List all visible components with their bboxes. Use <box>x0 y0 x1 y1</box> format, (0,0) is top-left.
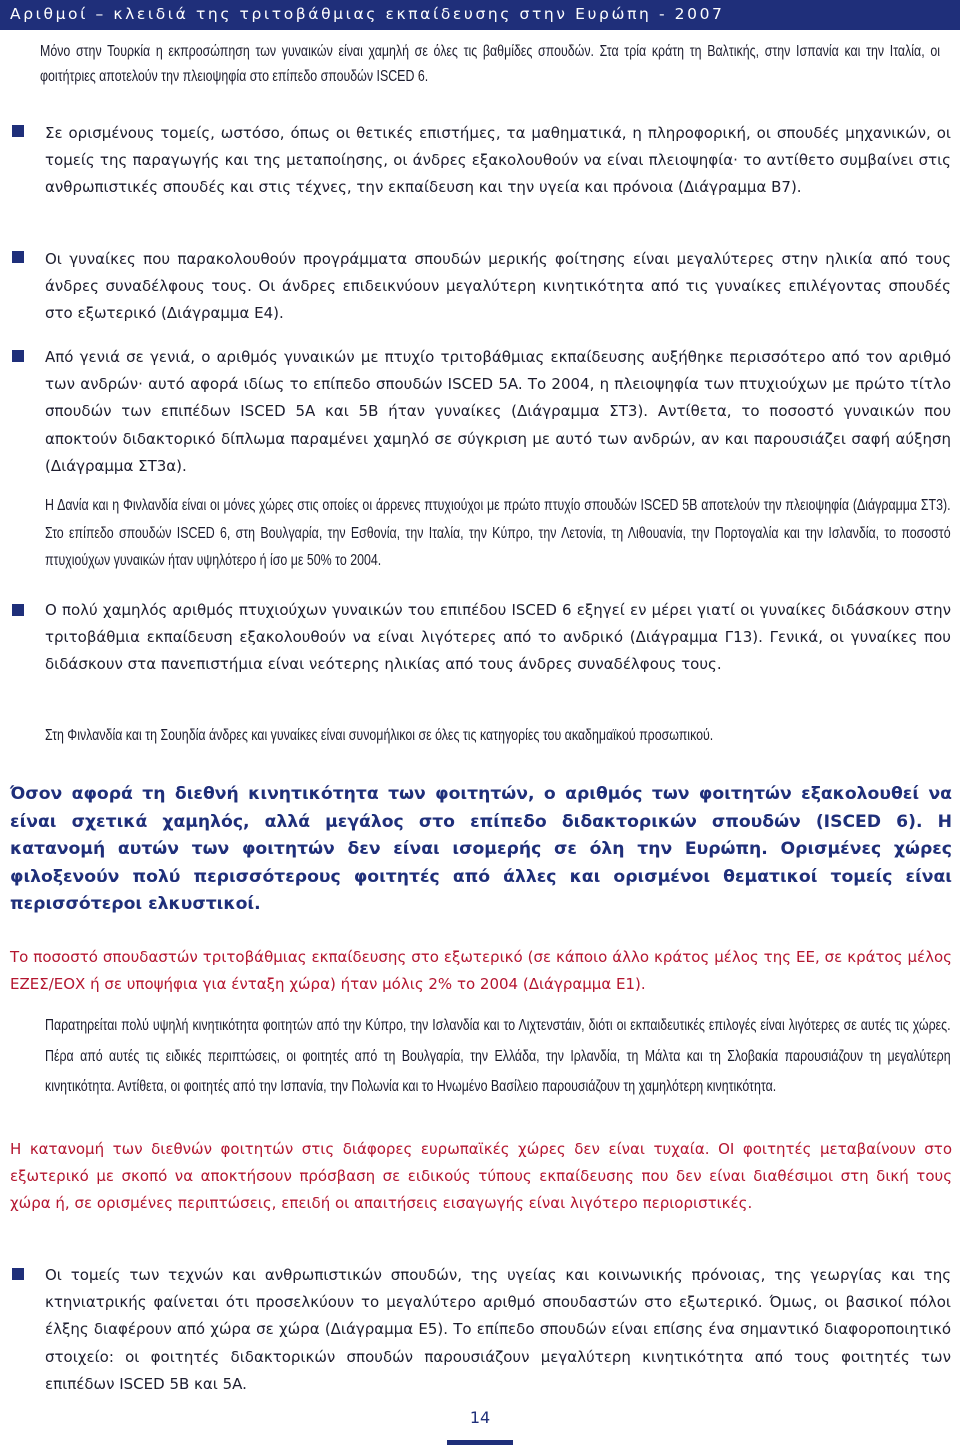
bullet-paragraph-graduates: Από γενιά σε γενιά, ο αριθμός γυναικών με πτυχίο τριτοβάθμιας εκπαίδευσης αυξήθηκε περισσότερο από τον αριθμό των ανδρών· αυτό αφορά ιδίως το επίπεδο σπουδών ISCED 5A. Το 2004, η πλειοψηφία των πτυχιούχων με πρώτο τίτλο σπουδών των επιπέδων ISCED 5A και 5B ήταν γυναίκες (Διάγραμμα ΣΤ3). Αντίθετα, το ποσοστό γυναικών που αποκτούν διδακτορικό δίπλωμα παραμένει χαμηλό σε σύγκριση με αυτό των ανδρών, αν και παρουσιάζει σαφή αύξηση (Διάγραμμα ΣΤ3α). <box>45 348 951 475</box>
page-number: 14 <box>469 1408 491 1427</box>
red-paragraph-percentage: Το ποσοστό σπουδαστών τριτοβάθμιας εκπαίδευσης στο εξωτερικό (σε κάποιο άλλο κράτος μέλος της ΕΕ, σε κράτος μέλος ΕΖΕΣ/ΕΟΧ ή σε υποψήφια για ένταξη χώρα) ήταν μόλις 2% το 2004 (Διάγραμμα Ε1). <box>10 948 952 994</box>
note-paragraph-cyprus: Παρατηρείται πολύ υψηλή κινητικότητα φοιτητών από την Κύπρο, την Ισλανδία και το Λιχτενστάιν, διότι οι εκπαιδευτικές επιλογές είναι λιγότερες σε αυτές τις χώρες. Πέρα από αυτές τις ειδικές περιπτώσεις, οι φοιτητές από τη Βουλγαρία, την Ελλάδα, την Ιρλανδία, τη Μάλτα και τη Σλοβακία παρουσιάζουν τη μεγαλύτερη κινητικότητα. Αντίθετα, οι φοιτητές από την Ισπανία, την Πολωνία και το Ηνωμένο Βασίλειο παρουσιάζουν τη χαμηλότερη κινητικότητα. <box>45 1017 951 1095</box>
bullet-paragraph-fields: Σε ορισμένους τομείς, ωστόσο, όπως οι θετικές επιστήμες, τα μαθηματικά, η πληροφορική, οι σπουδές μηχανικών, οι τομείς της παραγωγής και της μεταποίησης, οι άνδρες εξακολουθούν να είναι πλειοψηφία· το αντίθετο συμβαίνει στις ανθρωπιστικές σπουδές και στις τέχνες, την εκπαίδευση και την υγεία και πρόνοια (Διάγραμμα Β7). <box>45 124 951 197</box>
page-number-underline <box>447 1440 513 1445</box>
note-paragraph-academic-staff: Στη Φινλανδία και τη Σουηδία άνδρες και γυναίκες είναι συνομήλικοι σε όλες τις κατηγορίες του ακαδημαϊκού προσωπικού. <box>45 727 714 744</box>
bullet-marker <box>12 604 24 616</box>
note-paragraph-turkey: Μόνο στην Τουρκία η εκπροσώπηση των γυναικών είναι χαμηλή σε όλες τις βαθμίδες σπουδών. Στα τρία κράτη τη Βαλτικής, στην Ισπανία και την Ιταλία, οι φοιτήτριες αποτελούν την πλειοψηφία στο επίπεδο σπουδών ISCED 6. <box>40 43 940 85</box>
bullet-marker <box>12 251 24 263</box>
bullet-paragraph-teaching: Ο πολύ χαμηλός αριθμός πτυχιούχων γυναικών του επιπέδου ISCED 6 εξηγεί εν μέρει γιατί οι γυναίκες διδάσκουν στην τριτοβάθμια εκπαίδευση εξακολουθούν να είναι λιγότερες από το ανδρικό (Διάγραμμα Γ13). Γενικά, οι γυναίκες που διδάσκουν στα πανεπιστήμια είναι νεότερης ηλικίας από τους άνδρες συναδέλφους τους. <box>45 601 951 674</box>
header-title: Αριθμοί – κλειδιά της τριτοβάθμιας εκπαίδευσης στην Ευρώπη - 2007 <box>10 5 725 23</box>
bullet-marker <box>12 125 24 137</box>
bullet-paragraph-fields-abroad: Οι τομείς των τεχνών και ανθρωπιστικών σπουδών, της υγείας και κοινωνικής πρόνοιας, της γεωργίας και της κτηνιατρικής φαίνεται ότι προσελκύουν το μεγαλύτερο αριθμό σπουδαστών στο εξωτερικό. Όμως, οι βασικοί πόλοι έλξης διαφέρουν από χώρα σε χώρα (Διάγραμμα Ε5). Το επίπεδο σπουδών είναι επίσης ένα σημαντικό διαφοροποιητικό στοιχείο: οι φοιτητές διδακτορικών σπουδών παρουσιάζουν μεγαλύτερη κινητικότητα από τους φοιτητές των επιπέδων ISCED 5B και 5A. <box>45 1266 951 1393</box>
page-header-bar <box>0 0 960 30</box>
highlight-paragraph-mobility: Όσον αφορά τη διεθνή κινητικότητα των φοιτητών, ο αριθμός των φοιτητών εξακολουθεί να είναι σχετικά χαμηλός, αλλά μεγάλος στο επίπεδο διδακτορικών σπουδών (ISCED 6). Η κατανομή αυτών των φοιτητών δεν είναι ισομερής σε όλη την Ευρώπη. Ορισμένες χώρες φιλοξενούν πολύ περισσότερους φοιτητές από άλλες και ορισμένοι θεματικοί τομείς είναι περισσότεροι ελκυστικοί. <box>10 784 952 914</box>
bullet-marker <box>12 350 24 362</box>
bullet-paragraph-part-time: Οι γυναίκες που παρακολουθούν προγράμματα σπουδών μερικής φοίτησης είναι μεγαλύτερες στην ηλικία από τους άνδρες συναδέλφους τους. Οι άνδρες επιδεικνύουν μεγαλύτερη κινητικότητα από τις γυναίκες επιλέγοντας σπουδές στο εξωτερικό (Διάγραμμα Ε4). <box>45 250 951 323</box>
bullet-marker <box>12 1268 24 1280</box>
note-paragraph-denmark-finland: Η Δανία και η Φινλανδία είναι οι μόνες χώρες στις οποίες οι άρρενες πτυχιούχοι με πρώτο πτυχίο σπουδών ISCED 5B αποτελούν την πλειοψηφία (Διάγραμμα ΣΤ3). Στο επίπεδο σπουδών ISCED 6, στη Βουλγαρία, την Εσθονία, την Ιταλία, την Κύπρο, την Λετονία, τη Λιθουανία, την Πορτογαλία και την Ισλανδία, το ποσοστό πτυχιούχων γυναικών ήταν υψηλότερο ή ίσο με 50% το 2004. <box>45 497 951 569</box>
red-paragraph-distribution: Η κατανομή των διεθνών φοιτητών στις διάφορες ευρωπαϊκές χώρες δεν είναι τυχαία. ΟΙ φοιτητές μεταβαίνουν στο εξωτερικό με σκοπό να αποκτήσουν πρόσβαση σε ειδικούς τύπους εκπαίδευσης που δεν είναι διαθέσιμοι στη δική τους χώρα ή, σε ορισμένες περιπτώσεις, επειδή οι απαιτήσεις εισαγωγής είναι λιγότερο περιοριστικές. <box>10 1140 952 1213</box>
